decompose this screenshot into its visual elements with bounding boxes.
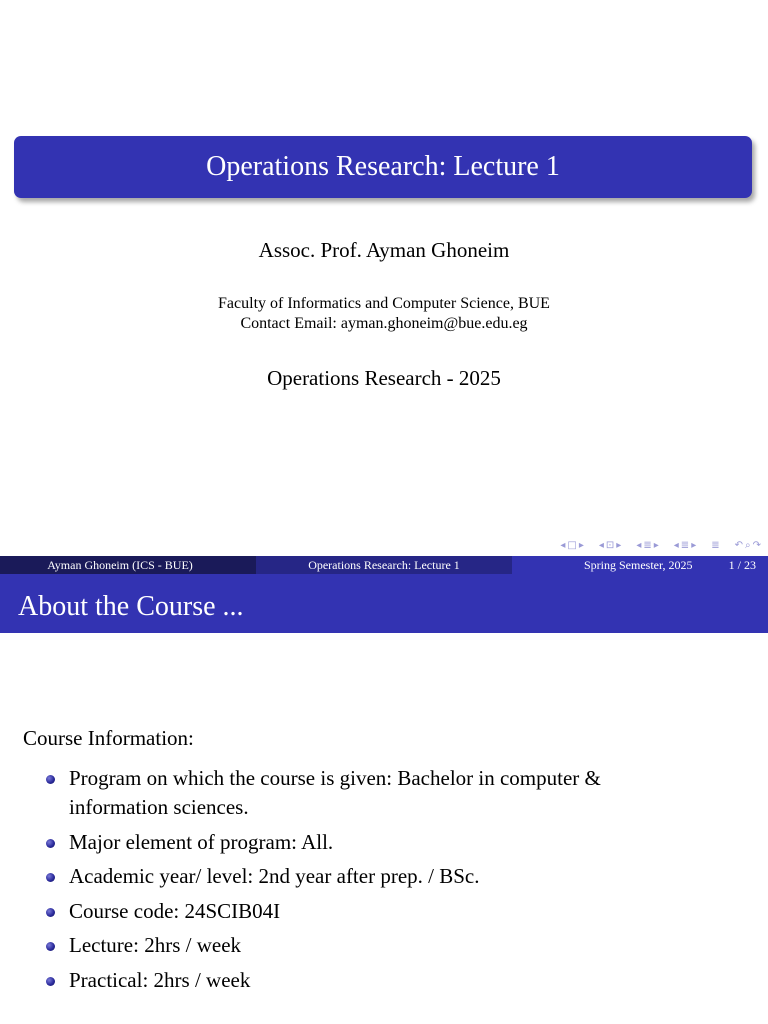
nav-list-icon[interactable]: ≣ <box>680 539 690 551</box>
presentation-title-box <box>14 136 752 198</box>
footer-page-number: 1 / 23 <box>728 558 756 572</box>
nav-search-icon[interactable]: ⌕ <box>745 539 751 551</box>
nav-prev-icon[interactable]: ◂ <box>636 539 642 551</box>
list-item <box>0 897 768 926</box>
course-info-label: Course Information: <box>23 726 194 750</box>
bullet-icon <box>46 873 55 882</box>
footer-author: Ayman Ghoneim (ICS - BUE) <box>0 556 256 574</box>
nav-forward-icon[interactable]: ↷ <box>752 539 761 551</box>
contact-email: Contact Email: ayman.ghoneim@bue.edu.eg <box>240 315 528 332</box>
nav-back-icon[interactable]: ↶ <box>734 539 743 551</box>
bullet-icon <box>46 839 55 848</box>
nav-subsection-icon[interactable]: ⊡ <box>605 539 615 551</box>
footer-date: Spring Semester, 2025 <box>584 558 693 572</box>
navigation-symbols <box>546 538 762 552</box>
bullet-icon <box>46 942 55 951</box>
list-item-text: Course code: 24SCIB04I <box>69 898 281 923</box>
nav-subsection-group[interactable] <box>598 540 622 551</box>
footer-date-page <box>512 556 768 574</box>
nav-frame-group[interactable] <box>559 540 585 551</box>
list-item <box>0 862 768 891</box>
list-item-text: Lecture: 2hrs / week <box>69 933 242 957</box>
affiliation: Faculty of Informatics and Computer Science, BUE <box>218 295 550 312</box>
list-item-text: Major element of program: All. <box>69 829 334 854</box>
author-name: Assoc. Prof. Ayman Ghoneim <box>258 238 510 262</box>
bullet-icon <box>46 977 55 986</box>
nav-prev-icon[interactable]: ◂ <box>598 539 604 551</box>
course-year: Operations Research - 2025 <box>267 366 501 390</box>
nav-next-icon[interactable]: ▸ <box>653 539 659 551</box>
list-item <box>0 966 768 995</box>
nav-subsection2-group[interactable] <box>673 540 697 551</box>
presentation-title: Operations Research: Lecture 1 <box>206 151 560 182</box>
affiliation-block <box>0 294 768 334</box>
list-item-text: Program on which the course is given: Bachelor in computer & information sciences. <box>69 766 601 819</box>
course-info-list <box>0 764 768 1000</box>
nav-next-icon[interactable]: ▸ <box>691 539 697 551</box>
nav-prev-icon[interactable]: ◂ <box>673 539 679 551</box>
footer-title: Operations Research: Lecture 1 <box>256 556 512 574</box>
nav-section-group[interactable] <box>635 540 659 551</box>
bullet-icon <box>46 908 55 917</box>
frame-title: About the Course ... <box>0 574 768 633</box>
slide-footer <box>0 556 768 574</box>
nav-frame-icon[interactable]: □ <box>567 539 577 551</box>
nav-zoom-group[interactable] <box>734 540 762 551</box>
nav-section-icon[interactable]: ≣ <box>643 539 652 551</box>
bullet-icon <box>46 775 55 784</box>
list-item-text: Practical: 2hrs / week <box>69 967 251 992</box>
list-item <box>0 931 768 960</box>
nav-document-icon[interactable]: ≣ <box>711 539 720 551</box>
list-item-text: Academic year/ level: 2nd year after prep. / BSc. <box>69 864 480 888</box>
list-item <box>0 828 768 857</box>
nav-next-icon[interactable]: ▸ <box>578 539 584 551</box>
nav-document-group[interactable] <box>710 540 720 551</box>
nav-next-icon[interactable]: ▸ <box>616 539 622 551</box>
list-item <box>0 764 768 822</box>
nav-prev-icon[interactable]: ◂ <box>560 539 566 551</box>
